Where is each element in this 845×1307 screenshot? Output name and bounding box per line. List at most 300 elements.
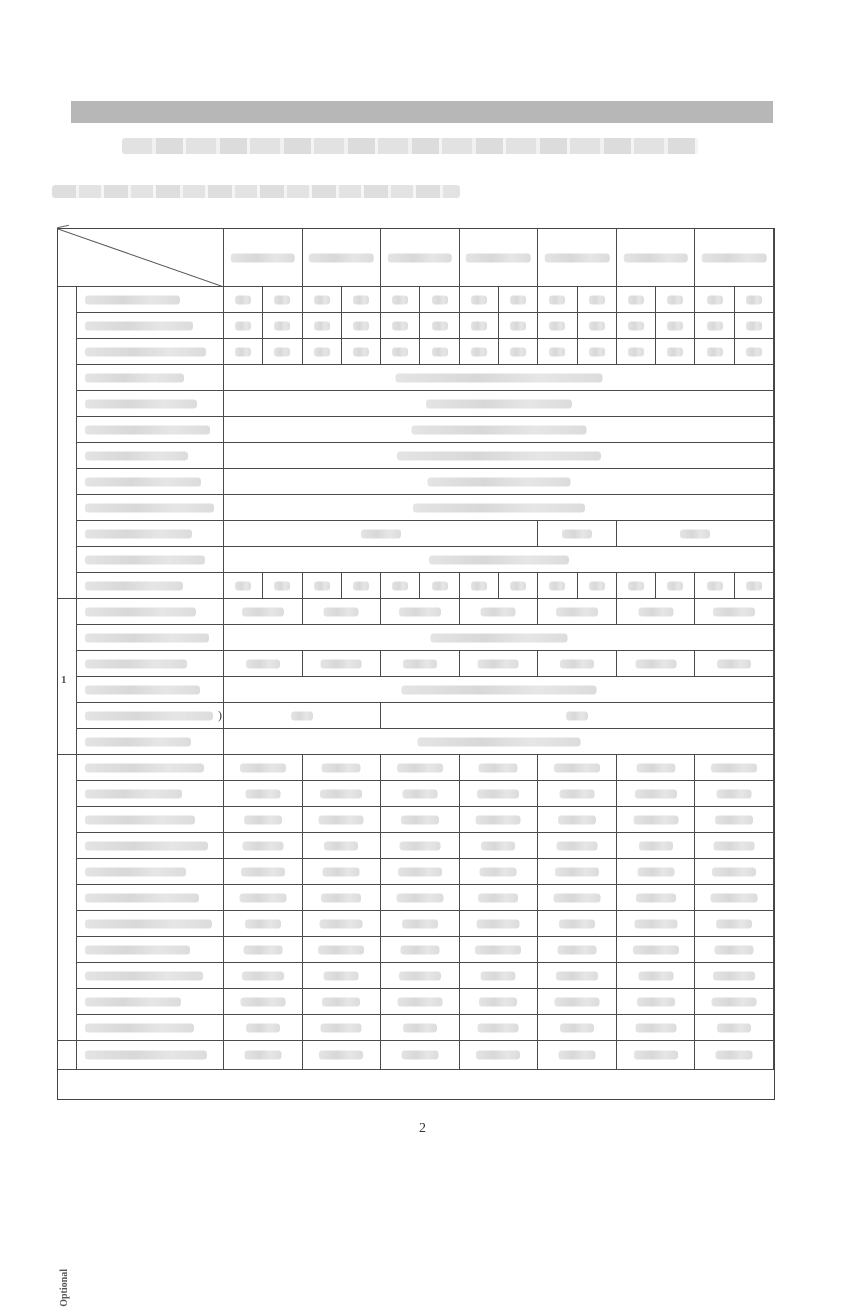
redacted-text xyxy=(85,503,214,512)
redacted-text xyxy=(399,971,441,980)
redacted-text xyxy=(635,659,676,668)
redacted-text xyxy=(85,633,209,642)
value-cell xyxy=(460,807,539,833)
redacted-text xyxy=(555,867,599,876)
section-header-bar xyxy=(71,101,773,123)
redacted-text xyxy=(242,607,284,616)
redacted-text xyxy=(589,581,605,590)
redacted-text xyxy=(432,321,448,330)
redacted-text xyxy=(244,1051,281,1060)
value-cell xyxy=(420,573,459,599)
redacted-text xyxy=(242,971,284,980)
model-header-cell xyxy=(695,229,774,287)
redacted-text xyxy=(717,1023,751,1032)
redacted-text xyxy=(432,295,448,304)
value-cell xyxy=(303,313,342,339)
document-title-redacted xyxy=(122,138,698,154)
redacted-text xyxy=(510,581,526,590)
redacted-text xyxy=(401,815,439,824)
value-cell xyxy=(420,313,459,339)
row-label-cell xyxy=(77,911,224,937)
value-cell xyxy=(460,885,539,911)
redacted-text xyxy=(427,477,570,486)
redacted-text xyxy=(707,295,723,304)
value-cell xyxy=(460,833,539,859)
redacted-text xyxy=(478,1023,519,1032)
row-label-cell xyxy=(77,469,224,495)
redacted-text xyxy=(402,789,437,798)
value-cell xyxy=(617,1015,696,1041)
value-cell xyxy=(303,989,382,1015)
redacted-text xyxy=(637,867,674,876)
value-cell xyxy=(695,1015,774,1041)
merged-value-cell xyxy=(538,521,617,547)
value-cell xyxy=(381,937,460,963)
redacted-text xyxy=(628,295,644,304)
redacted-text xyxy=(401,1051,438,1060)
redacted-text xyxy=(475,945,521,954)
redacted-text xyxy=(636,893,676,902)
redacted-text xyxy=(320,919,363,928)
redacted-text xyxy=(321,659,362,668)
redacted-text xyxy=(85,763,204,772)
redacted-text xyxy=(397,997,442,1006)
value-cell xyxy=(460,599,539,625)
value-cell xyxy=(695,859,774,885)
value-cell xyxy=(224,859,303,885)
redacted-text xyxy=(560,659,594,668)
redacted-text xyxy=(510,347,526,356)
value-cell xyxy=(617,781,696,807)
redacted-text xyxy=(85,581,183,590)
redacted-text xyxy=(397,763,443,772)
row-label-cell xyxy=(77,625,224,651)
value-cell xyxy=(460,911,539,937)
value-cell xyxy=(695,599,774,625)
value-cell xyxy=(695,1041,774,1070)
redacted-text xyxy=(413,503,585,512)
row-label-cell xyxy=(77,677,224,703)
redacted-text xyxy=(85,321,193,330)
redacted-text xyxy=(639,841,673,850)
redacted-text xyxy=(549,347,565,356)
redacted-text xyxy=(322,997,360,1006)
value-cell xyxy=(381,781,460,807)
redacted-text xyxy=(667,321,683,330)
value-cell xyxy=(224,781,303,807)
merged-value-cell xyxy=(224,417,774,443)
redacted-text xyxy=(85,451,188,460)
redacted-text xyxy=(481,841,515,850)
redacted-text xyxy=(478,659,519,668)
redacted-text xyxy=(85,477,201,486)
redacted-text xyxy=(85,1051,207,1060)
redacted-text xyxy=(628,581,644,590)
redacted-text xyxy=(399,841,440,850)
value-cell xyxy=(224,963,303,989)
redacted-text xyxy=(85,737,191,746)
value-cell xyxy=(263,287,302,313)
redacted-text xyxy=(566,711,588,720)
value-cell xyxy=(695,833,774,859)
redacted-text xyxy=(713,607,755,616)
value-cell xyxy=(617,651,696,677)
value-cell xyxy=(381,911,460,937)
redacted-text xyxy=(554,893,601,902)
redacted-text xyxy=(476,1051,520,1060)
redacted-text xyxy=(388,253,453,262)
value-cell xyxy=(224,937,303,963)
redacted-text xyxy=(714,841,755,850)
value-cell xyxy=(303,937,382,963)
value-cell xyxy=(656,313,695,339)
merged-value-cell xyxy=(224,625,774,651)
redacted-text xyxy=(638,971,673,980)
stray-parenthesis: ) xyxy=(218,708,222,722)
redacted-text xyxy=(319,815,364,824)
value-cell xyxy=(303,963,382,989)
redacted-text xyxy=(314,581,330,590)
value-cell xyxy=(735,287,774,313)
row-label-cell xyxy=(77,521,224,547)
redacted-text xyxy=(558,945,597,954)
value-cell xyxy=(695,911,774,937)
row-label-cell xyxy=(77,1041,224,1070)
redacted-text xyxy=(589,295,605,304)
redacted-text xyxy=(545,253,610,262)
redacted-text xyxy=(746,347,762,356)
value-cell xyxy=(617,885,696,911)
value-cell xyxy=(617,807,696,833)
value-cell xyxy=(342,573,381,599)
value-cell xyxy=(695,937,774,963)
group-column-block xyxy=(58,287,77,599)
value-cell xyxy=(538,833,617,859)
redacted-text xyxy=(628,321,644,330)
redacted-text xyxy=(471,295,487,304)
page-number: 2 xyxy=(419,1121,426,1136)
redacted-text xyxy=(555,997,600,1006)
row-label-cell xyxy=(77,859,224,885)
redacted-text xyxy=(85,373,184,382)
value-cell xyxy=(303,781,382,807)
redacted-text xyxy=(361,529,401,538)
redacted-text xyxy=(239,893,286,902)
row-label-cell xyxy=(77,885,224,911)
row-label-cell xyxy=(77,365,224,391)
value-cell xyxy=(578,573,617,599)
redacted-text xyxy=(716,919,752,928)
redacted-text xyxy=(321,1023,362,1032)
model-header-cell xyxy=(381,229,460,287)
merged-value-cell xyxy=(381,703,774,729)
value-cell xyxy=(617,599,696,625)
merged-value-cell xyxy=(224,677,774,703)
value-cell xyxy=(656,339,695,365)
redacted-text xyxy=(400,945,439,954)
value-cell xyxy=(381,807,460,833)
redacted-text xyxy=(635,789,677,798)
redacted-text xyxy=(319,1051,363,1060)
value-cell xyxy=(224,911,303,937)
value-cell xyxy=(538,781,617,807)
merged-value-cell xyxy=(224,443,774,469)
redacted-text xyxy=(314,347,330,356)
value-cell xyxy=(538,755,617,781)
redacted-text xyxy=(85,919,212,928)
redacted-text xyxy=(245,919,281,928)
redacted-text xyxy=(323,867,360,876)
redacted-text xyxy=(403,1023,437,1032)
value-cell xyxy=(735,339,774,365)
value-cell xyxy=(460,1015,539,1041)
redacted-text xyxy=(713,971,755,980)
value-cell xyxy=(695,989,774,1015)
value-cell xyxy=(695,755,774,781)
value-cell xyxy=(224,287,263,313)
value-cell xyxy=(303,287,342,313)
value-cell xyxy=(538,911,617,937)
redacted-text xyxy=(716,1051,753,1060)
value-cell xyxy=(538,989,617,1015)
value-cell xyxy=(342,287,381,313)
value-cell xyxy=(538,1041,617,1070)
redacted-text xyxy=(318,945,364,954)
value-cell xyxy=(695,963,774,989)
row-label-cell xyxy=(77,729,224,755)
value-cell xyxy=(303,651,382,677)
model-header-cell xyxy=(224,229,303,287)
redacted-text xyxy=(85,1023,194,1032)
value-cell xyxy=(617,755,696,781)
value-cell xyxy=(460,755,539,781)
redacted-text xyxy=(353,347,369,356)
value-cell xyxy=(578,339,617,365)
value-cell xyxy=(538,937,617,963)
redacted-text xyxy=(711,763,757,772)
value-cell xyxy=(224,833,303,859)
redacted-text xyxy=(235,321,251,330)
value-cell xyxy=(381,755,460,781)
redacted-text xyxy=(235,347,251,356)
value-cell xyxy=(420,287,459,313)
row-label-cell xyxy=(77,573,224,599)
value-cell xyxy=(460,989,539,1015)
value-cell xyxy=(617,989,696,1015)
redacted-text xyxy=(85,399,197,408)
value-cell xyxy=(381,313,420,339)
value-cell xyxy=(303,1015,382,1041)
value-cell xyxy=(381,651,460,677)
redacted-text xyxy=(242,841,283,850)
redacted-text xyxy=(481,971,516,980)
value-cell xyxy=(224,1015,303,1041)
redacted-text xyxy=(85,529,192,538)
redacted-text xyxy=(240,997,285,1006)
redacted-text xyxy=(396,893,443,902)
redacted-text xyxy=(633,945,679,954)
redacted-text xyxy=(707,347,723,356)
redacted-text xyxy=(667,295,683,304)
value-cell xyxy=(303,339,342,365)
value-cell xyxy=(538,339,577,365)
value-cell xyxy=(617,287,656,313)
row-label-cell xyxy=(77,339,224,365)
value-cell xyxy=(735,573,774,599)
redacted-text xyxy=(477,789,519,798)
redacted-text xyxy=(240,763,286,772)
redacted-text xyxy=(392,347,408,356)
redacted-text xyxy=(85,555,205,564)
value-cell xyxy=(695,781,774,807)
redacted-text xyxy=(235,295,251,304)
value-cell xyxy=(263,339,302,365)
section-subtitle-redacted xyxy=(52,185,460,198)
merged-value-cell xyxy=(224,365,774,391)
redacted-text xyxy=(314,321,330,330)
value-cell xyxy=(460,781,539,807)
redacted-text xyxy=(479,997,517,1006)
redacted-text xyxy=(480,867,517,876)
group-label-first: 1 xyxy=(61,674,67,686)
redacted-text xyxy=(556,971,598,980)
redacted-text xyxy=(589,321,605,330)
redacted-text xyxy=(411,425,586,434)
redacted-text xyxy=(399,607,441,616)
value-cell xyxy=(538,807,617,833)
redacted-text xyxy=(549,321,565,330)
value-cell xyxy=(695,807,774,833)
redacted-text xyxy=(707,581,723,590)
value-cell xyxy=(538,651,617,677)
redacted-text xyxy=(246,1023,280,1032)
value-cell xyxy=(303,573,342,599)
table-header-corner xyxy=(58,229,224,287)
redacted-text xyxy=(707,321,723,330)
redacted-text xyxy=(589,347,605,356)
redacted-text xyxy=(291,711,313,720)
value-cell xyxy=(735,313,774,339)
redacted-text xyxy=(274,295,290,304)
value-cell xyxy=(460,651,539,677)
value-cell xyxy=(224,573,263,599)
value-cell xyxy=(617,911,696,937)
redacted-text xyxy=(638,607,673,616)
row-label-cell xyxy=(77,1015,224,1041)
redacted-text xyxy=(637,997,675,1006)
redacted-text xyxy=(274,347,290,356)
group-label-optional: Optional xyxy=(59,1269,70,1307)
redacted-text xyxy=(324,841,358,850)
value-cell xyxy=(224,885,303,911)
redacted-text xyxy=(397,451,601,460)
value-cell xyxy=(460,1041,539,1070)
redacted-text xyxy=(314,295,330,304)
value-cell xyxy=(538,599,617,625)
redacted-text xyxy=(85,347,206,356)
value-cell xyxy=(224,989,303,1015)
redacted-text xyxy=(245,789,280,798)
value-cell xyxy=(381,859,460,885)
redacted-text xyxy=(560,1023,594,1032)
redacted-text xyxy=(715,945,754,954)
value-cell xyxy=(656,573,695,599)
value-cell xyxy=(381,573,420,599)
row-label-cell xyxy=(77,547,224,573)
value-cell xyxy=(460,339,499,365)
model-header-cell xyxy=(538,229,617,287)
redacted-text xyxy=(471,581,487,590)
redacted-text xyxy=(324,607,359,616)
redacted-text xyxy=(403,659,437,668)
row-label-cell xyxy=(77,937,224,963)
value-cell xyxy=(224,807,303,833)
value-cell xyxy=(303,911,382,937)
value-cell xyxy=(695,339,734,365)
value-cell xyxy=(381,1041,460,1070)
redacted-text xyxy=(560,789,595,798)
value-cell xyxy=(420,339,459,365)
redacted-text xyxy=(85,997,181,1006)
redacted-text xyxy=(559,1051,596,1060)
redacted-text xyxy=(680,529,710,538)
redacted-text xyxy=(476,815,521,824)
redacted-text xyxy=(274,581,290,590)
redacted-text xyxy=(559,919,595,928)
value-cell xyxy=(617,1041,696,1070)
value-cell xyxy=(538,573,577,599)
redacted-text xyxy=(398,867,442,876)
merged-value-cell xyxy=(224,729,774,755)
value-cell xyxy=(617,339,656,365)
redacted-text xyxy=(85,789,182,798)
value-cell xyxy=(381,1015,460,1041)
value-cell xyxy=(381,833,460,859)
value-cell xyxy=(303,599,382,625)
row-label-cell xyxy=(77,417,224,443)
value-cell xyxy=(499,339,538,365)
group-column-block xyxy=(58,1041,77,1070)
redacted-text xyxy=(717,659,751,668)
redacted-text xyxy=(429,555,569,564)
merged-value-cell xyxy=(224,703,381,729)
value-cell xyxy=(617,963,696,989)
merged-value-cell xyxy=(224,469,774,495)
row-label-cell xyxy=(77,807,224,833)
redacted-text xyxy=(510,321,526,330)
value-cell xyxy=(617,313,656,339)
value-cell xyxy=(499,313,538,339)
merged-value-cell xyxy=(224,521,538,547)
redacted-text xyxy=(510,295,526,304)
redacted-text xyxy=(558,815,596,824)
value-cell xyxy=(224,313,263,339)
redacted-text xyxy=(85,425,210,434)
redacted-text xyxy=(633,815,678,824)
redacted-text xyxy=(667,347,683,356)
row-label-cell xyxy=(77,781,224,807)
value-cell xyxy=(460,937,539,963)
redacted-text xyxy=(246,659,280,668)
redacted-text xyxy=(717,789,752,798)
redacted-text xyxy=(712,997,757,1006)
redacted-text xyxy=(309,253,374,262)
redacted-text xyxy=(623,253,688,262)
redacted-text xyxy=(392,295,408,304)
redacted-text xyxy=(635,1023,676,1032)
redacted-text xyxy=(353,581,369,590)
value-cell xyxy=(224,651,303,677)
